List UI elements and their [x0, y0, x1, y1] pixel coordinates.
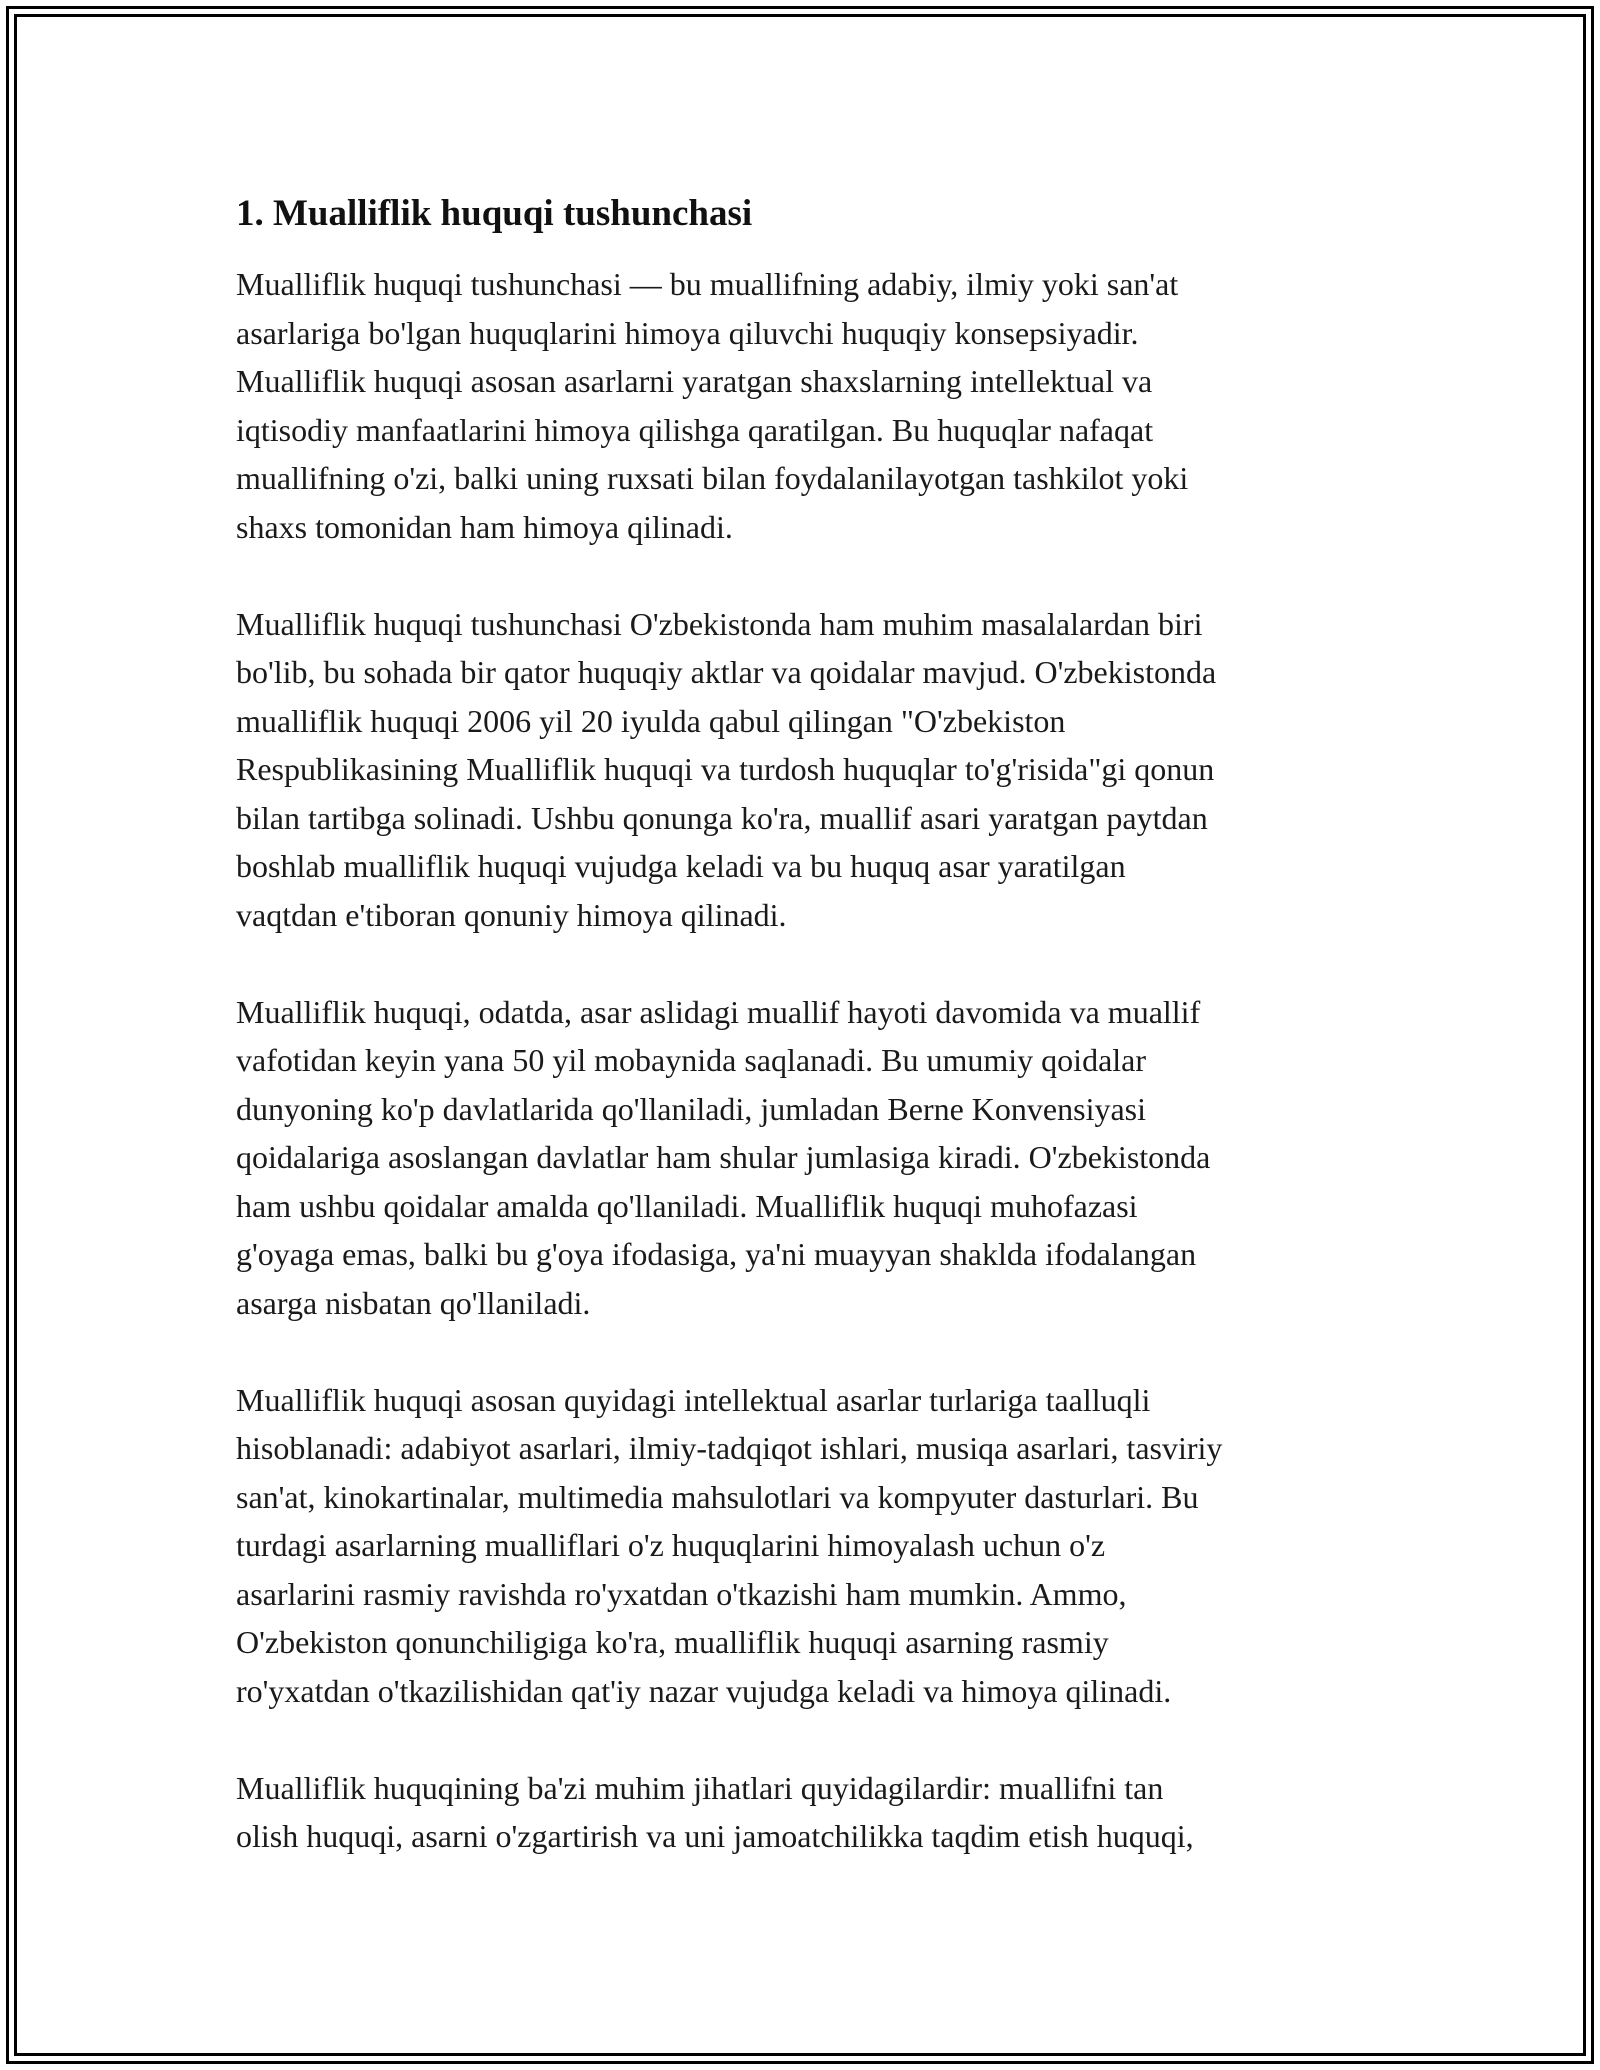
paragraph: Mualliflik huquqi, odatda, asar aslidagi muallif hayoti davomida va muallif vafotidan keyin yana 50 yil mobaynida saqlanadi. Bu umumiy qoidalar dunyoning ko'p davlatlarida qo'llaniladi, jumladan Berne Konvensiyasi qoidalariga asoslangan davlatlar ham shular jumlasiga kiradi. O'zbekistonda ham ushbu qoidalar amalda qo'llaniladi. Mualliflik huquqi muhofazasi g'oyaga emas, balki bu g'oya ifodasiga, ya'ni muayyan shaklda ifodalangan asarga nisbatan qo'llaniladi.	[236, 993, 1211, 1321]
paragraph: Mualliflik huquqi tushunchasi — bu muallifning adabiy, ilmiy yoki san'at asarlariga bo'lgan huquqlarini himoya qiluvchi huquqiy konsepsiyadir. Mualliflik huquqi asosan asarlarni yaratgan shaxslarning intellektual va iqtisodiy manfaatlarini himoya qilishga qaratilgan. Bu huquqlar nafaqat muallifning o'zi, balki uning ruxsati bilan foydalanilayotgan tashkilot yoki shaxs tomonidan ham himoya qilinadi.	[236, 266, 1189, 545]
paragraph: Mualliflik huquqining ba'zi muhim jihatlari quyidagilardir: muallifni tan olish huquqi, asarni o'zgartirish va uni jamoatchilikka taqdim etish huquqi,	[236, 1769, 1194, 1854]
paragraph: Mualliflik huquqi asosan quyidagi intellektual asarlar turlariga taalluqli hisoblanadi: adabiyot asarlari, ilmiy-tadqiqot ishlari, musiqa asarlari, tasviriy san'at, kinokartinalar, multimedia mahsulotlari va kompyuter dasturlari. Bu turdagi asarlarning mualliflari o'z huquqlarini himoyalash uchun o'z asarlarini rasmiy ravishda ro'yxatdan o'tkazishi ham mumkin. Ammo, O'zbekiston qonunchiligiga ko'ra, mualliflik huquqi asarning rasmiy ro'yxatdan o'tkazilishidan qat'iy nazar vujudga keladi va himoya qilinadi.	[236, 1381, 1223, 1709]
document-body	[236, 186, 1376, 1909]
paragraph: Mualliflik huquqi tushunchasi O'zbekistonda ham muhim masalalardan biri bo'lib, bu sohada bir qator huquqiy aktlar va qoidalar mavjud. O'zbekistonda mualliflik huquqi 2006 yil 20 iyulda qabul qilingan "O'zbekiston Respublikasining Mualliflik huquqi va turdosh huquqlar to'g'risida"gi qonun bilan tartibga solinadi. Ushbu qonunga ko'ra, muallif asari yaratgan paytdan boshlab mualliflik huquqi vujudga keladi va bu huquq asar yaratilgan vaqtdan e'tiboran qonuniy himoya qilinadi.	[236, 605, 1217, 933]
section-heading: 1. Mualliflik huquqi tushunchasi	[236, 193, 753, 234]
